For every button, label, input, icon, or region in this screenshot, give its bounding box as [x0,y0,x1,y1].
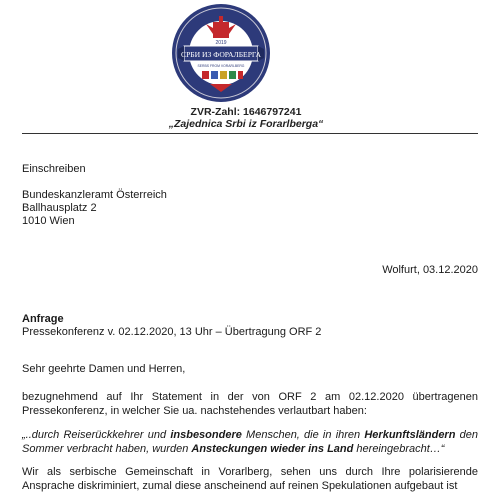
place-date: Wolfurt, 03.12.2020 [382,264,478,276]
subject-line: Pressekonferenz v. 02.12.2020, 13 Uhr – Übertragung ORF 2 [22,326,322,338]
zvr-number: ZVR-Zahl: 1646797241 [190,106,302,118]
recipient-city: 1010 Wien [22,215,75,227]
organization-name: „Zajednica Srbi iz Forarlberga“ [168,118,324,130]
body-paragraph-intro: bezugnehmend auf Ihr Statement in der von ORF 2 am 02.12.2020 übertragenen Pressekonferenz, in welcher Sie ua. nachstehendes verlautbart haben: [22,391,478,417]
recipient-name: Bundeskanzleramt Österreich [22,189,167,201]
quote-part: „..durch Reiserückkehrer und [22,429,171,441]
body-quote [22,428,478,456]
header-divider [22,133,478,134]
logo-sub-text: SERBS FROM VORARLBERG [197,64,245,68]
subject-title: Anfrage [22,313,64,325]
quote-emphasis: Ansteckungen wieder ins Land [191,443,354,455]
quote-emphasis: Herkunftsländern [364,429,456,441]
salutation: Sehr geehrte Damen und Herren, [22,363,186,375]
body-paragraph-statement: Wir als serbische Gemeinschaft in Vorarlberg, sehen uns durch Ihre polarisierende Ansprache diskriminiert, zumal diese anscheinend auf reinen Spekulationen aufgebaut ist [22,466,478,492]
send-type: Einschreiben [22,163,86,175]
quote-emphasis: insbesondere [170,429,242,441]
quote-part: den Sommer verbracht haben, wurden [22,429,478,455]
quote-part: Menschen, die in ihren [241,429,365,441]
logo-year: 2019 [215,40,227,46]
recipient-street: Ballhausplatz 2 [22,202,97,214]
logo-arc-text: СРБИ ИЗ ФОРАЛБЕРГА [181,50,261,59]
organization-logo [170,2,272,104]
quote-part: hereingebracht…“ [353,443,445,455]
